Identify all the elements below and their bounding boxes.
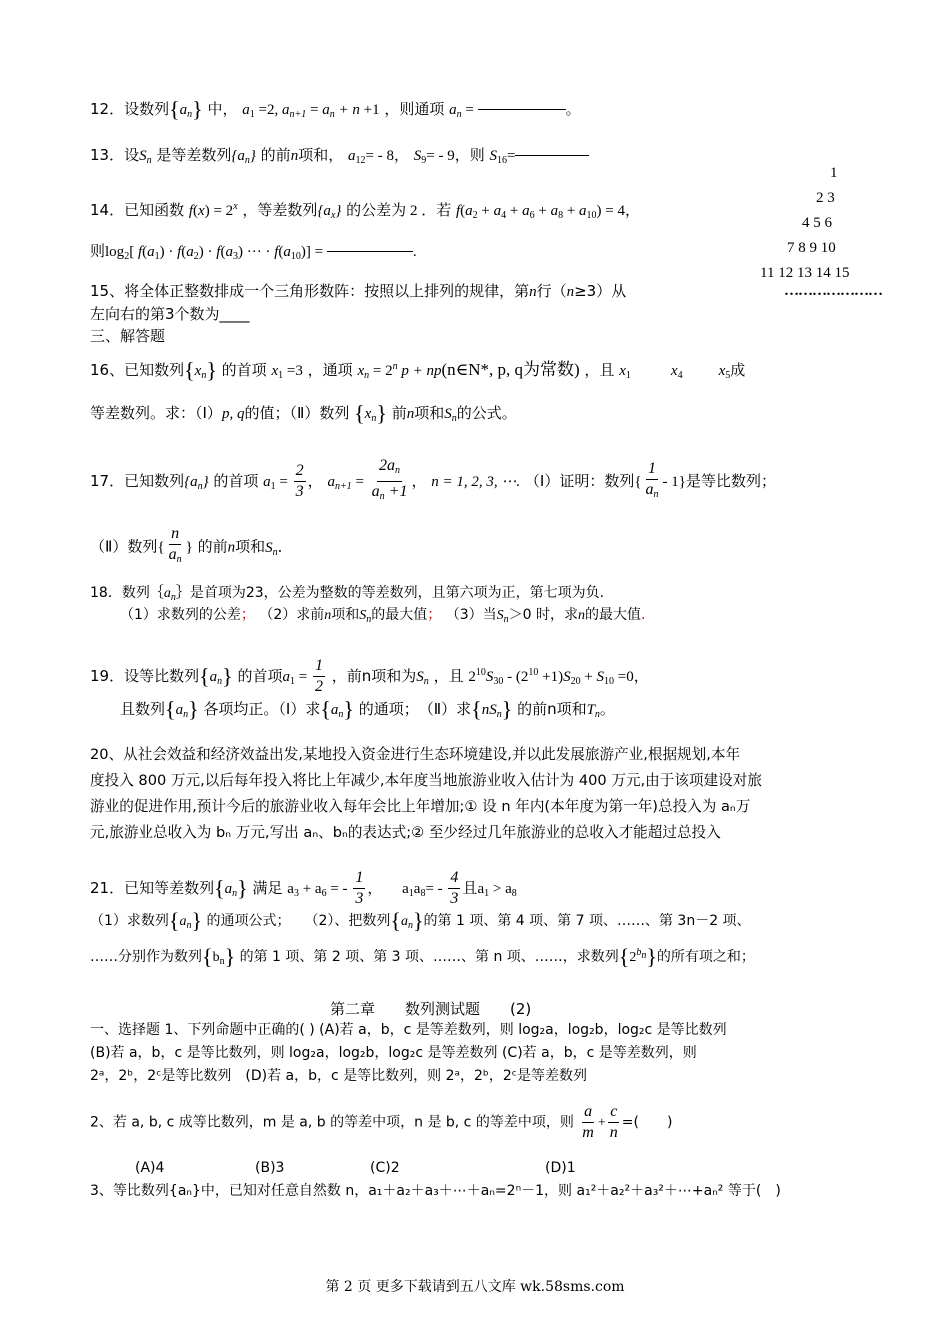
question-19: 19．设等比数列$\{a_n\}$ 的首项$a_1$ = $\frac{1}{2}$ ，前n项和为$S_n$ ，且 $2^{10}S_{30} - (2^{10} +1)S_{20} + S_{10} =0$， [90, 657, 649, 695]
answer-blank [515, 155, 589, 156]
question-15: 15、将全体正整数排成一个三角形数阵：按照以上排列的规律，第n行（n≥3）从 [90, 282, 627, 300]
section-heading: 三、解答题 [90, 327, 166, 345]
question-20-line-4: 元,旅游业总收入为 bₙ 万元,写出 aₙ、bₙ的表达式;② 至少经过几年旅游业的总收入才能超过总投入 [90, 824, 721, 841]
question-15-line-2: 左向右的第3个数为____ [90, 305, 250, 323]
question-21-line-3: ……分别作为数列$\{b_n\}$ 的第 1 项、第 2 项、第 3 项、……、第 n 项、……，求数列$\{2^{b_n}\}$的所有项之和； [90, 944, 755, 969]
question-21: 21．已知等差数列$\{a_n\}$ 满足 $a_3 + a_6$ = - $\frac{1}{3}$ ， $a_1a_8=$ - $\frac{4}{3}$ 且$a_1 > a_8$ [90, 869, 517, 907]
mc-question-2: 2、若 a, b, c 成等比数列，m 是 a, b 的等差中项，n 是 b, c 的等差中项，则 $\frac{a}{m}$ + $\frac{c}{n}$ =( ) [90, 1103, 673, 1141]
choice-b: (B)3 [255, 1160, 285, 1176]
choice-d: (D)1 [545, 1160, 576, 1176]
mc-question-3: 3、等比数列{aₙ}中，已知对任意自然数 n，a₁＋a₂＋a₃＋⋯＋aₙ=2ⁿ－1，则 a₁²＋a₂²＋a₃²＋⋯+aₙ² 等于( ) [90, 1183, 781, 1199]
question-17-line-2: （Ⅱ）数列{ $\frac{n}{a_n}$ } 的前n项和$S_n$． [90, 525, 293, 565]
question-19-line-2: 且数列$\{a_n\}$ 各项均正。（Ⅰ）求$\{a_n\}$ 的通项； （Ⅱ）求$\{nS_n\}$ 的前n项和$T_n$。 [120, 696, 615, 722]
choice-c: (C)2 [370, 1160, 400, 1176]
question-13: 13．设$S_n$ 是等差数列$\{a_n\}$ 的前n项和， $a_{12}= - 8$， $S_9= - 9$，则 $S_{16}=$ [90, 144, 589, 172]
question-12: 12．设数列$\{a_n\}$ 中， $a_1 =2$, $a_{n+1} = a_n + n +1$ ，则通项 $a_n$ = 。 [90, 96, 581, 122]
mc-question-1-line-2: (B)若 a，b，c 是等比数列，则 log₂a，log₂b，log₂c 是等差数列 (C)若 a，b，c 是等差数列，则 [90, 1045, 697, 1061]
chapter-heading: 第二章 数列测试题 (2) [330, 1000, 532, 1018]
mc-question-1-line-1: 一、选择题 1、下列命题中正确的( ) (A)若 a，b，c 是等差数列，则 log₂a，log₂b，log₂c 是等比数列 [90, 1022, 727, 1038]
question-18: 18．数列$\{a_n\}$是首项为23，公差为整数的等差数列，且第六项为正，第七项为负. [90, 585, 605, 603]
question-21-line-2: （1）求数列$\{a_n\}$ 的通项公式； （2）、把数列$\{a_n\}$的第 1 项、第 4 项、第 7 项、……、第 3n－2 项、 [90, 908, 751, 933]
question-18-line-2: （1）求数列的公差； （2）求前n项和$S_n$的最大值； （3）当$S_n>0$ 时，求n的最大值. [120, 607, 646, 625]
answer-blank [478, 109, 566, 110]
question-17: 17．已知数列$\{a_n\}$ 的首项 $a_1$ = $\frac{2}{3}$ ， $a_{n+1}$ = $\frac{2a_n}{a_n +1}$ ， n = 1, 2, 3, ⋯. （Ⅰ）证明：数列{ $\frac{1}{a_n}$ - 1}是等比数列； [90, 457, 777, 502]
number-triangle: 1 2 3 4 5 6 7 8 9 10 11 12 13 14 15 ………………… [760, 165, 882, 299]
question-16-line-2: 等差数列。求：（Ⅰ）p, q的值；（Ⅱ）数列 $\{x_n\}$ 前n项和$S_n$的公式。 [90, 400, 517, 426]
question-20-line-1: 20、从社会效益和经济效益出发,某地投入资金进行生态环境建设,并以此发展旅游产业,根据规划,本年 [90, 746, 741, 763]
mc-question-1-line-3: 2ᵃ，2ᵇ，2ᶜ是等比数列 (D)若 a，b，c 是等比数列，则 2ᵃ，2ᵇ，2ᶜ是等差数列 [90, 1068, 587, 1084]
question-20-line-2: 度投入 800 万元,以后每年投入将比上年减少,本年度当地旅游业收入估计为 400 万元,由于该项建设对旅 [90, 772, 762, 789]
question-20-line-3: 游业的促进作用,预计今后的旅游业收入每年会比上年增加;① 设 n 年内(本年度为第一年)总投入为 aₙ万 [90, 798, 751, 815]
question-14-line-2: 则$\log_2$[ $f(a_1) \cdot f(a_2) \cdot f(a_3)$ ··· · $f(a_{10})$] = . [90, 242, 417, 262]
choice-a: (A)4 [135, 1160, 165, 1176]
answer-blank [327, 251, 413, 252]
question-16: 16、已知数列$\{x_n\}$ 的首项 $x_1 =3$ ，通项 $x_n = 2^n$ p + np(n∈N*, p, q为常数) ，且 $x_1$ $x_4$ $x_5$成 [90, 357, 746, 383]
question-14: 14．已知函数 $f(x) = 2^x$ ，等差数列$\{a_x\}$ 的公差为 2 ．若 $f(a_2 + a_4 + a_6 + a_8 + a_{10}) = 4$， [90, 201, 641, 221]
page-footer: 第 2 页 更多下载请到五八文库 wk.58sms.com [325, 1279, 625, 1295]
